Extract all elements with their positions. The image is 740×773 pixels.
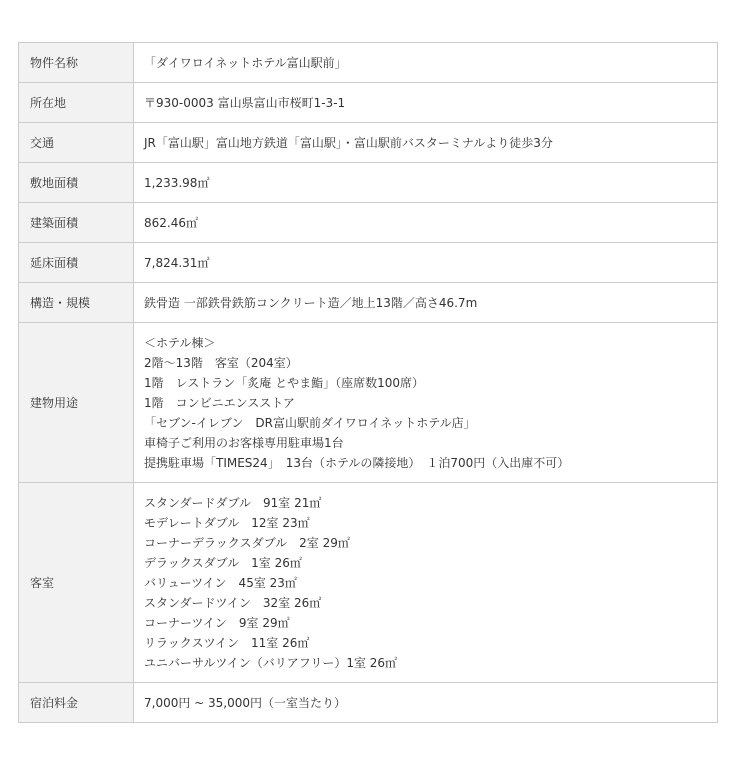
- row-label: 建物用途: [19, 323, 134, 483]
- table-row-access: [19, 123, 718, 163]
- row-label: 所在地: [19, 83, 134, 123]
- table-row-room-rate: [19, 683, 718, 723]
- value-line: 鉄骨造 一部鉄骨鉄筋コンクリート造／地上13階／高さ46.7m: [144, 295, 478, 310]
- value-line: JR「富山駅」富山地方鉄道「富山駅」・富山駅前バスターミナルより徒歩3分: [144, 135, 553, 150]
- row-value: [134, 203, 718, 243]
- row-value: [134, 83, 718, 123]
- value-line: スタンダードツイン 32室 26㎡: [144, 595, 322, 610]
- value-line: バリューツイン 45室 23㎡: [144, 575, 297, 590]
- row-label: 物件名称: [19, 43, 134, 83]
- table-row-building-use: [19, 323, 718, 483]
- value-line: 862.46㎡: [144, 215, 198, 230]
- row-label: 延床面積: [19, 243, 134, 283]
- value-line: 車椅子ご利用のお客様専用駐車場1台: [144, 435, 344, 450]
- value-line: 1階 レストラン「炙庵 とやま鮨」（座席数100席）: [144, 375, 424, 390]
- row-value: [134, 683, 718, 723]
- value-line: コーナーツイン 9室 29㎡: [144, 615, 290, 630]
- row-value: [134, 163, 718, 203]
- row-value: [134, 43, 718, 83]
- row-label: 客室: [19, 483, 134, 683]
- value-line: 「ダイワロイネットホテル富山駅前」: [144, 55, 347, 70]
- value-line: 提携駐車場「TIMES24」 13台（ホテルの隣接地） １泊700円（入出庫不可）: [144, 455, 570, 470]
- property-spec-table: [18, 42, 718, 723]
- value-line: ユニバーサルツイン（バリアフリー）1室 26㎡: [144, 655, 398, 670]
- row-label: 敷地面積: [19, 163, 134, 203]
- row-value: [134, 323, 718, 483]
- value-line: リラックスツイン 11室 26㎡: [144, 635, 310, 650]
- table-row-property-name: [19, 43, 718, 83]
- value-line: ＜ホテル棟＞: [144, 335, 216, 350]
- value-line: 「セブン-イレブン DR富山駅前ダイワロイネットホテル店」: [144, 415, 476, 430]
- value-line: 2階～13階 客室（204室）: [144, 355, 298, 370]
- value-line: モデレートダブル 12室 23㎡: [144, 515, 310, 530]
- row-value: [134, 283, 718, 323]
- row-label: 交通: [19, 123, 134, 163]
- value-line: 7,000円 ~ 35,000円（一室当たり）: [144, 695, 347, 710]
- row-label: 建築面積: [19, 203, 134, 243]
- table-row-site-area: [19, 163, 718, 203]
- table-row-guest-rooms: [19, 483, 718, 683]
- row-label: 宿泊料金: [19, 683, 134, 723]
- value-line: 7,824.31㎡: [144, 255, 210, 270]
- table-row-total-floor-area: [19, 243, 718, 283]
- table-row-address: [19, 83, 718, 123]
- row-label: 構造・規模: [19, 283, 134, 323]
- row-value: [134, 243, 718, 283]
- value-line: コーナーデラックスダブル 2室 29㎡: [144, 535, 350, 550]
- table-row-structure: [19, 283, 718, 323]
- value-line: 1階 コンビニエンスストア: [144, 395, 295, 410]
- value-line: スタンダードダブル 91室 21㎡: [144, 495, 322, 510]
- value-line: デラックスダブル 1室 26㎡: [144, 555, 302, 570]
- value-line: 1,233.98㎡: [144, 175, 210, 190]
- value-line: 〒930-0003 富山県富山市桜町1-3-1: [144, 95, 346, 110]
- row-value: [134, 123, 718, 163]
- row-value: [134, 483, 718, 683]
- table-row-building-area: [19, 203, 718, 243]
